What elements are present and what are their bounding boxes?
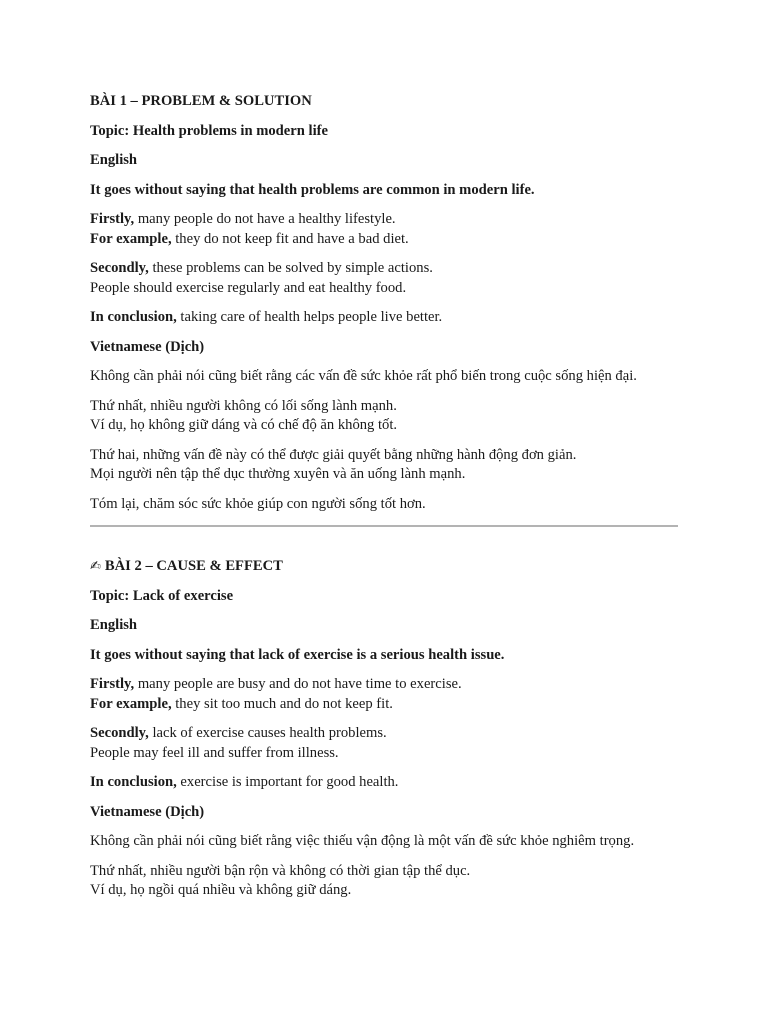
vi-first-line-2: Ví dụ, họ ngồi quá nhiều và không giữ dáng. bbox=[90, 882, 352, 898]
firstly-label: Firstly, bbox=[90, 211, 135, 227]
section-2-topic: Topic: Lack of exercise bbox=[90, 587, 234, 604]
vi-first-line-2: Ví dụ, họ không giữ dáng và có chế độ ăn không tốt. bbox=[90, 417, 398, 433]
secondly-text: these problems can be solved by simple actions. bbox=[148, 260, 433, 276]
section-2-vietnamese-label: Vietnamese (Dịch) bbox=[90, 803, 205, 820]
horizontal-divider bbox=[90, 525, 678, 527]
conclusion-text: exercise is important for good health. bbox=[176, 774, 399, 790]
section-1-intro: It goes without saying that health problems are common in modern life. bbox=[90, 181, 535, 198]
section-1-firstly-paragraph bbox=[90, 210, 680, 249]
secondly-line-2: People should exercise regularly and eat healthy food. bbox=[90, 279, 407, 296]
section-2-heading: BÀI 2 – CAUSE & EFFECT bbox=[104, 558, 283, 574]
section-2-english-label: English bbox=[90, 617, 138, 633]
firstly-text: many people are busy and do not have time to exercise. bbox=[134, 676, 462, 692]
section-1-vi-first-paragraph bbox=[90, 397, 680, 436]
section-1-vietnamese-label: Vietnamese (Dịch) bbox=[90, 338, 205, 355]
section-1 bbox=[90, 92, 680, 514]
section-1-vi-conclusion: Tóm lại, chăm sóc sức khỏe giúp con người sống tốt hơn. bbox=[90, 495, 426, 512]
section-2-conclusion-paragraph bbox=[90, 773, 680, 793]
section-1-conclusion-paragraph bbox=[90, 308, 680, 328]
section-2 bbox=[90, 557, 680, 901]
example-label: For example, bbox=[90, 230, 172, 247]
example-label: For example, bbox=[90, 695, 172, 712]
vi-second-line-1: Thứ hai, những vấn đề này có thể được giải quyết bằng những hành động đơn giản. bbox=[90, 446, 577, 463]
firstly-text: many people do not have a healthy lifestyle. bbox=[134, 211, 396, 227]
section-2-secondly-paragraph bbox=[90, 724, 680, 763]
section-1-secondly-paragraph bbox=[90, 259, 680, 298]
section-1-english-label: English bbox=[90, 152, 138, 168]
secondly-line-2: People may feel ill and suffer from illness. bbox=[90, 744, 339, 761]
section-2-vi-intro: Không cần phải nói cũng biết rằng việc thiếu vận động là một vấn đề sức khỏe nghiêm trọng. bbox=[90, 833, 635, 849]
secondly-text: lack of exercise causes health problems. bbox=[148, 725, 387, 741]
section-2-heading-line bbox=[90, 557, 680, 577]
section-2-firstly-paragraph bbox=[90, 675, 680, 714]
section-1-vi-intro: Không cần phải nói cũng biết rằng các vấn đề sức khỏe rất phổ biến trong cuộc sống hiện đại. bbox=[90, 368, 637, 384]
vi-first-line-1: Thứ nhất, nhiều người không có lối sống lành mạnh. bbox=[90, 397, 397, 414]
example-text: they do not keep fit and have a bad diet. bbox=[171, 230, 409, 247]
secondly-label: Secondly, bbox=[90, 725, 149, 741]
conclusion-label: In conclusion, bbox=[90, 309, 177, 325]
example-text: they sit too much and do not keep fit. bbox=[171, 695, 393, 712]
conclusion-label: In conclusion, bbox=[90, 774, 177, 790]
document-page bbox=[90, 92, 680, 911]
conclusion-text: taking care of health helps people live better. bbox=[176, 309, 443, 325]
section-1-heading: BÀI 1 – PROBLEM & SOLUTION bbox=[90, 93, 312, 109]
section-2-intro: It goes without saying that lack of exercise is a serious health issue. bbox=[90, 646, 505, 663]
secondly-label: Secondly, bbox=[90, 260, 149, 276]
vi-first-line-1: Thứ nhất, nhiều người bận rộn và không có thời gian tập thể dục. bbox=[90, 862, 471, 879]
vi-second-line-2: Mọi người nên tập thể dục thường xuyên và ăn uống lành mạnh. bbox=[90, 466, 466, 482]
section-1-vi-second-paragraph bbox=[90, 446, 680, 485]
writing-hand-icon: ✍ bbox=[90, 559, 101, 574]
firstly-label: Firstly, bbox=[90, 676, 135, 692]
section-1-topic: Topic: Health problems in modern life bbox=[90, 122, 328, 139]
section-2-vi-first-paragraph bbox=[90, 862, 680, 901]
